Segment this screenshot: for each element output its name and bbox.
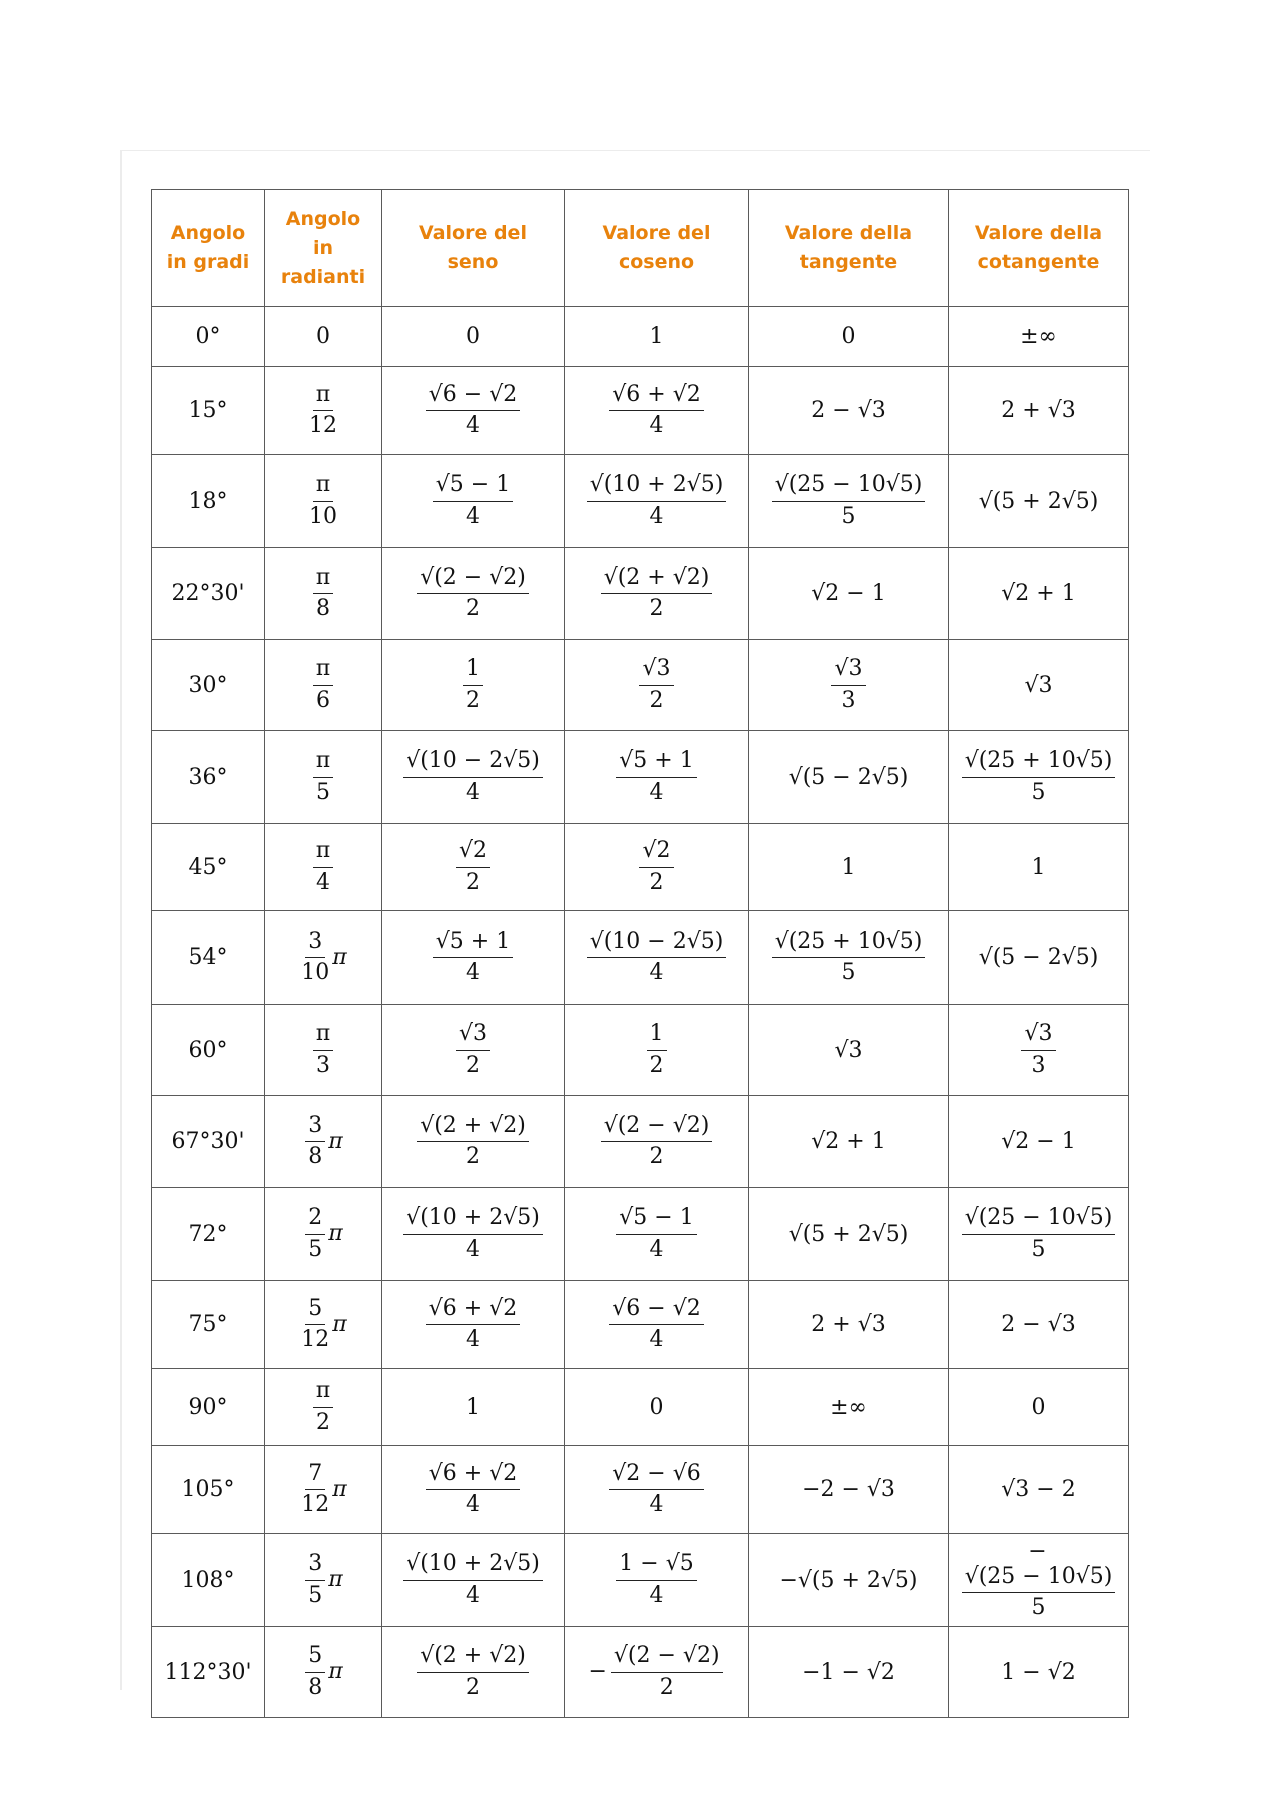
numerator: √(25 − 10√5)	[962, 1205, 1116, 1234]
fraction	[616, 1551, 696, 1609]
fraction	[403, 1551, 543, 1609]
sin-cell	[382, 1281, 565, 1369]
table-row	[152, 1281, 1129, 1369]
cos-cell	[565, 824, 749, 911]
denominator: 4	[466, 503, 480, 529]
pi-symbol: π	[328, 1128, 343, 1154]
fraction	[601, 1113, 713, 1171]
tan-cell: √(5 − 2√5)	[749, 731, 949, 824]
fraction	[305, 1205, 325, 1263]
cos-cell	[565, 1446, 749, 1534]
numerator: √6 + √2	[609, 382, 703, 411]
denominator: 5	[1031, 1595, 1046, 1620]
denominator: 2	[466, 596, 480, 621]
denominator: 2	[316, 1409, 330, 1435]
denominator: 2	[466, 687, 480, 713]
numerator: √(10 + 2√5)	[587, 472, 727, 501]
numerator: √3	[831, 656, 865, 685]
numerator: π	[313, 748, 333, 777]
fraction	[962, 1564, 1116, 1622]
denominator: 4	[466, 779, 480, 805]
cos-cell	[565, 455, 749, 548]
angle-degrees-cell: 22°30'	[152, 548, 265, 640]
sin-cell	[382, 548, 565, 640]
cot-cell	[949, 1005, 1129, 1096]
cot-cell: 2 − √3	[949, 1281, 1129, 1369]
denominator: 2	[649, 1144, 664, 1169]
angle-degrees-cell: 15°	[152, 367, 265, 455]
cot-cell: 0	[949, 1369, 1129, 1446]
denominator: 4	[649, 960, 664, 985]
numerator: √(2 + √2)	[601, 565, 713, 594]
fraction	[601, 565, 713, 623]
numerator: √(10 + 2√5)	[403, 1551, 543, 1580]
rad-cell	[265, 1369, 382, 1446]
sin-cell	[382, 455, 565, 548]
fraction	[309, 382, 337, 440]
fraction	[301, 1461, 329, 1519]
tan-cell: 0	[749, 307, 949, 367]
numerator: 5	[305, 1643, 325, 1672]
numerator: √6 + √2	[426, 1296, 520, 1325]
pi-symbol: π	[328, 1659, 343, 1684]
fraction	[609, 382, 703, 440]
sin-cell	[382, 1096, 565, 1188]
fraction	[433, 929, 513, 987]
numerator: √(2 − √2)	[601, 1113, 713, 1142]
sin-cell: 1	[382, 1369, 565, 1446]
numerator: √2	[456, 838, 490, 867]
tan-cell: −1 − √2	[749, 1627, 949, 1718]
fraction	[313, 565, 333, 623]
fraction	[403, 748, 543, 806]
fraction	[611, 1643, 723, 1701]
numerator: √3	[639, 656, 673, 685]
tan-cell	[749, 911, 949, 1005]
rad-cell	[265, 1096, 382, 1188]
cot-cell: ±∞	[949, 307, 1129, 367]
denominator: 2	[466, 1674, 480, 1700]
numerator: π	[313, 656, 333, 685]
sin-cell	[382, 1534, 565, 1627]
header-sine: Valore del seno	[382, 190, 565, 307]
numerator: √5 − 1	[616, 1205, 696, 1234]
page-edge	[120, 150, 122, 1690]
angle-degrees-cell: 45°	[152, 824, 265, 911]
numerator: π	[313, 382, 333, 411]
numerator: √3	[456, 1021, 490, 1050]
denominator: 3	[316, 1052, 330, 1078]
angle-degrees-cell: 54°	[152, 911, 265, 1005]
pi-symbol: π	[328, 1567, 343, 1592]
fraction	[456, 1021, 490, 1079]
denominator: 4	[466, 1582, 480, 1608]
angle-degrees-cell: 36°	[152, 731, 265, 824]
angle-degrees-cell: 108°	[152, 1534, 265, 1627]
denominator: 2	[659, 1674, 674, 1700]
fraction	[639, 656, 673, 714]
cos-cell: 0	[565, 1369, 749, 1446]
numerator: √(10 + 2√5)	[403, 1205, 543, 1234]
cos-cell	[565, 1005, 749, 1096]
fraction	[639, 838, 673, 896]
numerator: √6 − √2	[609, 1296, 703, 1325]
pi-symbol: π	[328, 1221, 343, 1246]
table-row	[152, 1534, 1129, 1627]
fraction	[463, 656, 483, 714]
numerator: 1	[463, 656, 483, 685]
denominator: 4	[649, 503, 664, 529]
cot-cell	[949, 1188, 1129, 1281]
rad-cell: 0	[265, 307, 382, 367]
numerator: √(2 − √2)	[417, 565, 529, 594]
numerator: 3	[305, 1551, 325, 1580]
cos-cell	[565, 548, 749, 640]
cos-cell	[565, 731, 749, 824]
cos-cell	[565, 1534, 749, 1627]
header-angle-radians: Angolo in radianti	[265, 190, 382, 307]
numerator: √(2 + √2)	[417, 1643, 529, 1672]
table-row	[152, 1369, 1129, 1446]
fraction	[1021, 1021, 1055, 1079]
denominator: 10	[301, 960, 330, 985]
tan-cell: √(5 + 2√5)	[749, 1188, 949, 1281]
cot-cell: 2 + √3	[949, 367, 1129, 455]
cos-cell	[565, 1188, 749, 1281]
numerator: √5 − 1	[433, 472, 513, 501]
cos-cell	[565, 640, 749, 731]
fraction	[962, 1205, 1116, 1263]
numerator: √(25 + 10√5)	[772, 929, 926, 958]
numerator: √2 − √6	[609, 1461, 703, 1490]
tan-cell: √3	[749, 1005, 949, 1096]
fraction	[313, 838, 333, 896]
numerator: √(10 − 2√5)	[587, 929, 727, 958]
fraction	[456, 838, 490, 896]
rad-cell	[265, 1534, 382, 1627]
angle-degrees-cell: 67°30'	[152, 1096, 265, 1188]
sin-cell	[382, 1005, 565, 1096]
fraction	[417, 1113, 529, 1171]
denominator: 12	[301, 1492, 330, 1517]
tan-cell: −2 − √3	[749, 1446, 949, 1534]
denominator: 5	[841, 960, 856, 985]
fraction	[417, 565, 529, 623]
fraction	[587, 472, 727, 530]
sin-cell	[382, 367, 565, 455]
trig-values-table	[151, 189, 1129, 1718]
numerator: 5	[305, 1296, 325, 1325]
tan-cell: 2 + √3	[749, 1281, 949, 1369]
fraction	[426, 1296, 520, 1354]
fraction	[831, 656, 865, 714]
fraction	[609, 1296, 703, 1354]
cot-cell: √(5 + 2√5)	[949, 455, 1129, 548]
rad-cell	[265, 911, 382, 1005]
tan-cell: 1	[749, 824, 949, 911]
cot-cell: √(5 − 2√5)	[949, 911, 1129, 1005]
fraction	[313, 1021, 333, 1079]
fraction	[301, 1296, 329, 1354]
fraction	[313, 656, 333, 714]
cot-cell	[949, 731, 1129, 824]
numerator: 2	[305, 1205, 325, 1234]
fraction	[426, 1461, 520, 1519]
sin-cell	[382, 640, 565, 731]
page-top-edge	[120, 150, 1150, 151]
denominator: 2	[465, 1052, 480, 1078]
numerator: √2	[639, 838, 673, 867]
pi-symbol: π	[332, 944, 347, 970]
denominator: 5	[308, 1582, 323, 1608]
header-row	[152, 190, 1129, 307]
cot-cell: √2 + 1	[949, 548, 1129, 640]
cot-cell: √2 − 1	[949, 1096, 1129, 1188]
tan-cell: 2 − √3	[749, 367, 949, 455]
tan-cell	[749, 455, 949, 548]
cot-cell: 1	[949, 824, 1129, 911]
numerator: √6 + √2	[426, 1461, 520, 1490]
sin-cell	[382, 1627, 565, 1718]
sin-cell	[382, 824, 565, 911]
denominator: 2	[649, 1052, 664, 1078]
fraction	[609, 1461, 703, 1519]
rad-cell	[265, 455, 382, 548]
denominator: 12	[301, 1327, 330, 1352]
angle-degrees-cell: 18°	[152, 455, 265, 548]
fraction	[305, 1113, 325, 1171]
numerator: √5 + 1	[433, 929, 513, 958]
fraction	[433, 472, 513, 530]
cos-cell: 1	[565, 307, 749, 367]
denominator: 4	[465, 413, 480, 438]
numerator: 1 − √5	[616, 1551, 696, 1580]
numerator: √5 + 1	[616, 748, 696, 777]
tan-cell: ±∞	[749, 1369, 949, 1446]
cot-cell	[949, 1534, 1129, 1627]
denominator: 4	[465, 1492, 480, 1517]
angle-degrees-cell: 105°	[152, 1446, 265, 1534]
numerator: π	[313, 565, 333, 594]
table-row	[152, 911, 1129, 1005]
table-row	[152, 1627, 1129, 1718]
numerator: 1	[647, 1021, 667, 1050]
angle-degrees-cell: 72°	[152, 1188, 265, 1281]
table-row	[152, 824, 1129, 911]
denominator: 4	[466, 1236, 480, 1262]
sin-cell	[382, 1188, 565, 1281]
denominator: 6	[316, 687, 330, 713]
rad-cell	[265, 640, 382, 731]
cos-cell	[565, 911, 749, 1005]
rad-cell	[265, 731, 382, 824]
denominator: 4	[465, 1327, 480, 1352]
numerator: √6 − √2	[426, 382, 520, 411]
rad-cell	[265, 824, 382, 911]
fraction	[417, 1643, 529, 1701]
cot-cell: √3 − 2	[949, 1446, 1129, 1534]
table-row	[152, 731, 1129, 824]
sin-cell	[382, 911, 565, 1005]
denominator: 5	[1031, 779, 1046, 805]
numerator: √(25 + 10√5)	[962, 748, 1116, 777]
header-cotangent: Valore della cotangente	[949, 190, 1129, 307]
denominator: 3	[1031, 1052, 1046, 1078]
table-row	[152, 1446, 1129, 1534]
denominator: 2	[649, 687, 664, 713]
denominator: 4	[649, 1582, 664, 1608]
fraction	[313, 748, 333, 806]
header-tangent: Valore della tangente	[749, 190, 949, 307]
fraction	[772, 472, 926, 530]
angle-degrees-cell: 90°	[152, 1369, 265, 1446]
denominator: 3	[841, 687, 856, 713]
angle-degrees-cell: 112°30'	[152, 1627, 265, 1718]
numerator: √(25 − 10√5)	[962, 1564, 1116, 1593]
header-angle-degrees: Angolo in gradi	[152, 190, 265, 307]
pi-symbol: π	[332, 1476, 347, 1502]
cos-cell	[565, 1096, 749, 1188]
cos-cell	[565, 1627, 749, 1718]
sin-cell: 0	[382, 307, 565, 367]
table-row	[152, 455, 1129, 548]
fraction	[426, 382, 520, 440]
numerator: √(10 − 2√5)	[403, 748, 543, 777]
rad-cell	[265, 548, 382, 640]
table-row	[152, 548, 1129, 640]
table-row	[152, 640, 1129, 731]
table-row	[152, 1005, 1129, 1096]
angle-degrees-cell: 30°	[152, 640, 265, 731]
rad-cell	[265, 1281, 382, 1369]
sin-cell	[382, 731, 565, 824]
tan-cell: √2 − 1	[749, 548, 949, 640]
table-row	[152, 367, 1129, 455]
fraction	[403, 1205, 543, 1263]
denominator: 5	[841, 503, 856, 529]
numerator: π	[313, 1378, 333, 1407]
fraction	[962, 748, 1116, 806]
pi-symbol: π	[332, 1311, 347, 1337]
denominator: 4	[466, 960, 480, 985]
denominator: 4	[316, 869, 330, 895]
cos-cell	[565, 367, 749, 455]
header-cosine: Valore del coseno	[565, 190, 749, 307]
numerator: 3	[305, 929, 325, 958]
sin-cell	[382, 1446, 565, 1534]
table-row	[152, 307, 1129, 367]
fraction	[587, 929, 727, 987]
fraction	[772, 929, 926, 987]
denominator: 5	[1031, 1236, 1046, 1262]
denominator: 2	[649, 596, 664, 621]
cot-cell: 1 − √2	[949, 1627, 1129, 1718]
rad-cell	[265, 367, 382, 455]
numerator: √(2 + √2)	[417, 1113, 529, 1142]
numerator: π	[313, 838, 333, 867]
rad-cell	[265, 1005, 382, 1096]
denominator: 4	[649, 1492, 664, 1517]
denominator: 2	[466, 1144, 480, 1169]
fraction	[616, 1205, 696, 1263]
cos-cell	[565, 1281, 749, 1369]
denominator: 4	[649, 779, 664, 805]
fraction	[305, 1551, 325, 1609]
denominator: 2	[465, 869, 480, 895]
angle-degrees-cell: 75°	[152, 1281, 265, 1369]
numerator: √(2 − √2)	[611, 1643, 723, 1672]
numerator: π	[313, 472, 333, 501]
angle-degrees-cell: 60°	[152, 1005, 265, 1096]
denominator: 12	[309, 413, 337, 438]
table-row	[152, 1188, 1129, 1281]
fraction	[305, 1643, 325, 1701]
denominator: 8	[316, 596, 330, 621]
minus-sign: −	[1028, 1538, 1047, 1564]
fraction	[616, 748, 696, 806]
denominator: 4	[649, 1236, 664, 1262]
rad-cell	[265, 1446, 382, 1534]
table-row	[152, 1096, 1129, 1188]
denominator: 5	[316, 779, 330, 805]
denominator: 10	[309, 503, 337, 529]
denominator: 4	[649, 1327, 664, 1352]
fraction	[313, 1378, 333, 1436]
denominator: 8	[308, 1144, 323, 1169]
fraction	[301, 929, 329, 987]
numerator: √(25 − 10√5)	[772, 472, 926, 501]
numerator: 7	[305, 1461, 325, 1490]
angle-degrees-cell: 0°	[152, 307, 265, 367]
numerator: π	[313, 1021, 333, 1050]
rad-cell	[265, 1188, 382, 1281]
tan-cell	[749, 640, 949, 731]
denominator: 5	[308, 1236, 323, 1262]
denominator: 8	[308, 1674, 323, 1700]
numerator: 3	[305, 1113, 325, 1142]
rad-cell	[265, 1627, 382, 1718]
tan-cell: √2 + 1	[749, 1096, 949, 1188]
numerator: √3	[1021, 1021, 1055, 1050]
denominator: 2	[649, 869, 664, 895]
denominator: 4	[649, 413, 664, 438]
fraction	[647, 1021, 667, 1079]
minus-sign: −	[588, 1659, 607, 1684]
tan-cell: −√(5 + 2√5)	[749, 1534, 949, 1627]
fraction	[309, 472, 337, 530]
cot-cell: √3	[949, 640, 1129, 731]
